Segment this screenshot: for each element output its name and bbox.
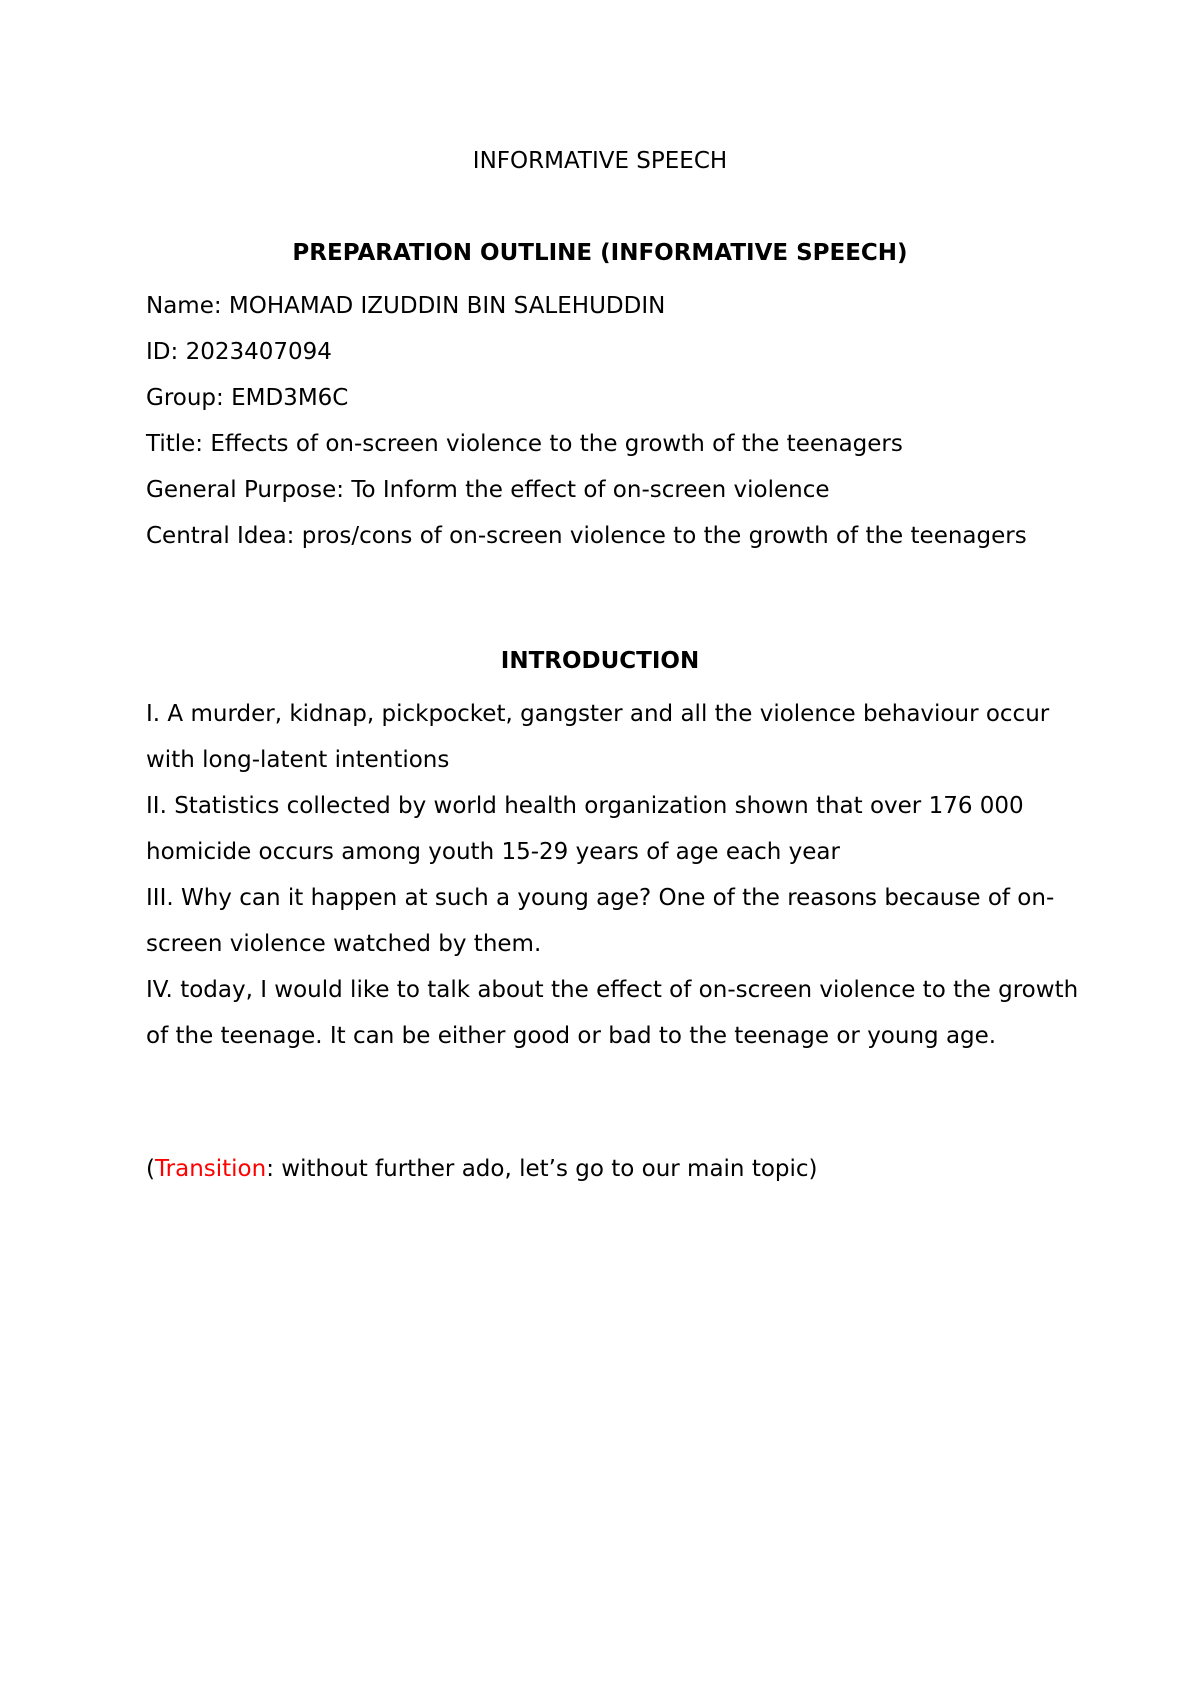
- detail-id: [146, 329, 1076, 375]
- introduction-list: [146, 691, 1086, 1059]
- detail-name: [146, 283, 1076, 329]
- detail-label: Title:: [146, 431, 204, 457]
- detail-value: MOHAMAD IZUDDIN BIN SALEHUDDIN: [228, 293, 666, 319]
- point-numeral: IV.: [146, 977, 173, 1003]
- detail-value: 2023407094: [185, 339, 332, 365]
- introduction-point: [146, 967, 1086, 1059]
- detail-value: pros/cons of on-screen violence to the growth of the teenagers: [301, 523, 1027, 549]
- point-text: Statistics collected by world health organization shown that over 176 000 homicide occurs among youth 15-29 years of age each year: [146, 793, 1024, 865]
- point-numeral: I.: [146, 701, 161, 727]
- point-text: A murder, kidnap, pickpocket, gangster and all the violence behaviour occur with long-latent intentions: [146, 701, 1050, 773]
- transition-label: Transition: [154, 1156, 267, 1182]
- point-numeral: II.: [146, 793, 167, 819]
- introduction-point: [146, 691, 1086, 783]
- point-text: Why can it happen at such a young age? One of the reasons because of on-screen violence watched by them.: [146, 885, 1055, 957]
- introduction-point: [146, 875, 1086, 967]
- detail-label: Group:: [146, 385, 224, 411]
- detail-title: [146, 421, 1076, 467]
- transition-text: : without further ado, let’s go to our main topic): [266, 1156, 818, 1182]
- introduction-point: [146, 783, 1086, 875]
- document-title: INFORMATIVE SPEECH: [472, 148, 728, 174]
- transition-open-paren: (: [146, 1156, 155, 1182]
- introduction-heading: INTRODUCTION: [500, 648, 700, 674]
- detail-label: Central Idea:: [146, 523, 295, 549]
- detail-label: General Purpose:: [146, 477, 345, 503]
- detail-central-idea: [146, 513, 1076, 559]
- point-numeral: III.: [146, 885, 174, 911]
- detail-label: ID:: [146, 339, 179, 365]
- detail-label: Name:: [146, 293, 222, 319]
- detail-value: To Inform the effect of on-screen violence: [351, 477, 830, 503]
- transition-line: [146, 1146, 1086, 1192]
- point-text: today, I would like to talk about the effect of on-screen violence to the growth of the teenage. It can be either good or bad to the teenage or young age.: [146, 977, 1079, 1049]
- detail-value: EMD3M6C: [231, 385, 349, 411]
- detail-general-purpose: [146, 467, 1076, 513]
- outline-heading: PREPARATION OUTLINE (INFORMATIVE SPEECH): [292, 240, 908, 266]
- details-list: [146, 283, 1076, 559]
- detail-value: Effects of on-screen violence to the growth of the teenagers: [210, 431, 903, 457]
- detail-group: [146, 375, 1076, 421]
